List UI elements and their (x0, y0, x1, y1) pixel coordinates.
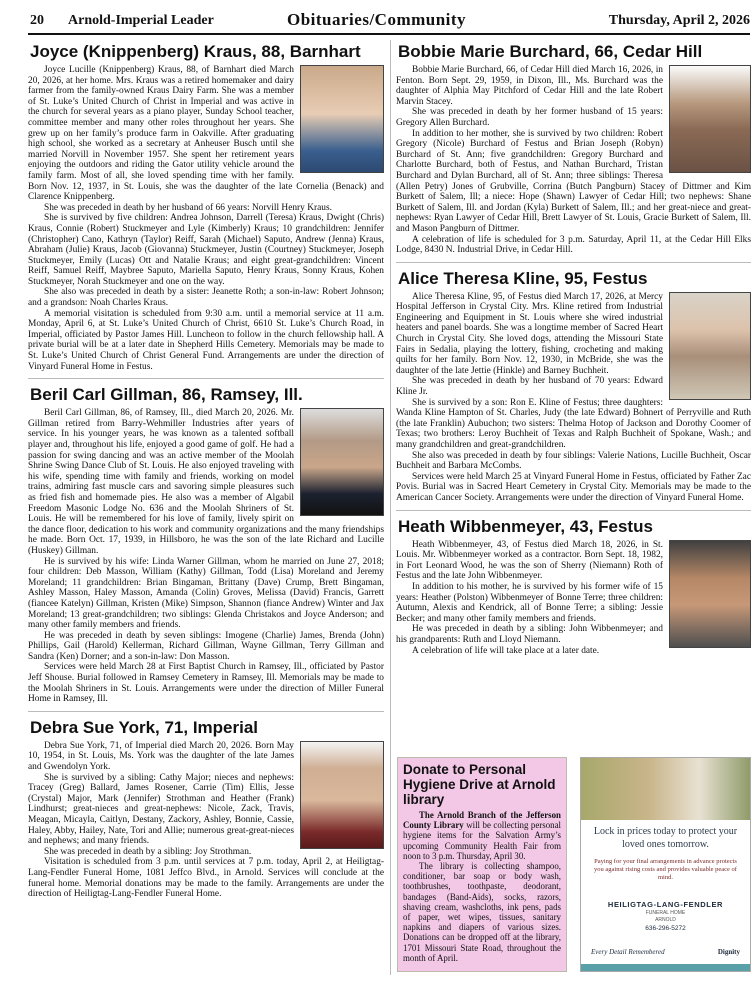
obituary-paragraph: In addition to his mother, he is survived by his former wife of 15 years: Heather (Polston) Wibbenmeyer of Bonne Terre; three children: Autumn, Alexis and Kendrick, all of Bonne Terre; a sibling: Jessie Becker; and many other family members and friends. (396, 581, 663, 624)
obituary-paragraph: Heath Wibbenmeyer, 43, of Festus died March 18, 2026, in St. Louis. Mr. Wibbenmeyer worked as a contractor. Born Sept. 18, 1982, in Fort Leonard Wood, he was the son of Sherry (Niemann) Roth of Festus and the late John Wibbenmeyer. (396, 539, 663, 582)
donate-lead: The Arnold Branch of the Jefferson County Library (403, 810, 561, 831)
obituary-paragraph: Visitation is scheduled from 3 p.m. until services at 7 p.m. today, April 2, at Heiligtag-Lang-Fendler Funeral Home, 1081 Jeffco Blvd., in Arnold. Services will conclude at the funeral home. Memorial donations may be made to the family. Arrangements are under the direction of Heiligtag-Lang-Fendler Funeral Home. (28, 857, 384, 900)
obituary-paragraph: Joyce Lucille (Knippenberg) Kraus, 88, of Barnhart died March 20, 2026, at her home. Mrs. Kraus was a retired homemaker and dairy farmer from the family-owned Kraus Dairy Farm. She was a member of St. Luke’s United Church of Christ in Imperial and was active in the church for several years as a piano player, Sunday School teacher, committee member and many other roles throughout her years. She grew up on her family’s produce farm in Oakville. After graduating high school, she worked as a secretary at Anheuser Busch until she married Norvill in November 1957. She spent her retirement years enjoying the outdoors and riding the Gator utility vehicle around the family farm. Most of all, she loved spending time with her family. Born Nov. 12, 1937, in St. Louis, she was the daughter of the late Cornelia (Benack) and Clarence Knippenberg. (28, 65, 384, 203)
portrait-photo (669, 292, 751, 400)
obituary-paragraph: He was preceded in death by a sibling: John Wibbenmeyer; and his grandparents: Ruth and Lloyd Niemann. (396, 624, 663, 645)
ad-couple-photo (581, 758, 750, 820)
obituary-paragraph: She was preceded in death by her husband of 70 years: Edward Kline Jr. (396, 376, 663, 398)
page-header (0, 0, 756, 34)
header-rule (28, 33, 750, 35)
ad-brand-sub: FUNERAL HOME (645, 910, 686, 916)
obituary-paragraph: Services were held March 25 at Vinyard Funeral Home in Festus, officiated by Father Zac Povis. Burial was in Sacred Heart Cemetery in Crystal City. Memorials may be made to the American Cancer Society. Arrangements were under the direction of Vinyard Funeral Home. (396, 471, 751, 503)
obituary-paragraph: He is survived by his wife: Linda Warner Gillman, whom he married on June 27, 2018; four children: Deb Masson, William (Kathy) Gillman, Todd (Lisa) Moreland and Jeremy Moreland; 11 grandchildren: Brian Bingaman, Brittany (Dave) Crump, Brett Bingaman, Ashley Masson, Haley Masson, Amanda (Colin) Groves, Melissa (David) Francis, Garrett (fiancee Katelyn) Gillman, Kristen (Mike) Simpson, Shannon (fiance Andrew) Winter and Jax Moreland; 13 great-grandchildren; two siblings: Glenda Christakos and Joyce Anderson; and many other family members and friends. (28, 556, 384, 631)
obituary-paragraph: She was preceded in death by her husband of 66 years: Norvill Henry Kraus. (44, 202, 332, 213)
obituary-wibbenmeyer (396, 517, 751, 657)
donate-lead-rest: will be collecting personal hygiene items for the Salvation Army’s upcoming Community Health Fair from noon to 3 p.m. Thursday, April 30. (403, 820, 561, 861)
donate-notice (397, 757, 567, 972)
obituary-gillman (28, 385, 384, 705)
obituary-paragraph: Services were held March 28 at First Baptist Church in Ramsey, Ill., officiated by Pastor Jeff Shouse. Burial followed in Ramsey Cemetery in Ramsey, Ill. Memorials may be made to the Moolah Shriners in St. Louis. Arrangements were under the direction of Miller Funeral Home in Ramsey, Ill. (28, 662, 384, 705)
ad-tagline: Every Detail Remembered (591, 948, 665, 956)
publication-name: Arnold-Imperial Leader (68, 13, 214, 28)
right-column (396, 40, 751, 752)
obituary-burchard (396, 42, 751, 256)
obituary-paragraph: She is survived by a sibling: Cathy Major; nieces and nephews: Tracey (Greg) Ballard, James Rosener, Carrie (Tim) Ellis, Jesse (Crystal) Major, Mark (Jennifer) Strothman and Heather (Frank) Lindhurst; great-nieces and great-nephews: Nicole, Zack, Travis, Meagan, Micayla, Caitlyn, Destany, Zackory, Ashley, Bonnie, Cassie, Haley, Abby, Hailey, Nate, Tori and Allie; numerous great-great-nieces and nephews; and many friends. (28, 772, 294, 847)
obituary-paragraph: He was preceded in death by seven siblings: Imogene (Charlie) James, Brenda (John) Phillips, Gail (Harold) Kellerman, Richard Gillman, Wayne Gillman, Terry Gillman and Sandra (Ken) Dorner; and a son-in-law: Don Masson. (28, 630, 384, 662)
article-separator (396, 510, 751, 511)
donate-title: Donate to Personal Hygiene Drive at Arnold library (403, 762, 556, 807)
article-separator (28, 378, 384, 379)
obituary-headline: Heath Wibbenmeyer, 43, Festus (398, 516, 653, 536)
portrait-photo (300, 741, 384, 849)
portrait-photo (669, 540, 751, 648)
page-number: 20 (30, 13, 44, 28)
obituary-paragraph: Alice Theresa Kline, 95, of Festus died March 17, 2026, at Mercy Hospital Jefferson in Crystal City. Mrs. Kline retired from Industrial Engineering and Equipment in St. Louis where she wired industrial heaters and panel boards. She was a longtime member of Sacred Heart Church in Crystal City. She loved dogs, attending the Missouri State Fairs in Sedalia, playing the lottery, fishing, crocheting and making quilts for her family. Born Nov. 12, 1930, in McBride, she was the daughter of the late Jettie (Hinkle) and Barney Buchheit. (396, 291, 663, 376)
obituary-kraus (28, 42, 384, 372)
ad-headline: Lock in prices today to protect your loved ones tomorrow. (593, 826, 738, 850)
obituary-paragraph: She is survived by a son: Ron E. Kline of Festus; three daughters: Wanda Kline Hampton of St. Charles, Judy (the late Edward) Bohnert of Perryville and Ruth (the late Franklin) Aubuchon; two sisters: Thelma Hotop of Jackson and Dorothy Coomer of Texas; two brothers: Leroy Buchheit of Texas and Ralph Buchheit of Spokane, Wash.; and many grandchildren and great-grandchildren. (396, 397, 751, 450)
obituary-headline: Debra Sue York, 71, Imperial (30, 717, 259, 737)
obituary-headline: Bobbie Marie Burchard, 66, Cedar Hill (398, 42, 703, 61)
column-divider (390, 40, 391, 975)
obituary-york (28, 718, 384, 900)
funeral-home-ad (580, 757, 751, 972)
obituary-paragraph: She was preceded in death by her former husband of 15 years: Gregory Allen Burchard. (396, 107, 663, 128)
left-column (28, 40, 384, 980)
ad-logo (581, 900, 750, 932)
obituary-paragraph: Debra Sue York, 71, of Imperial died March 20, 2026. Born May 10, 1954, in St. Louis, Ms. York was the daughter of the late James and Gwendolyn York. (28, 740, 294, 773)
ad-phone: 636-296-5272 (645, 925, 686, 932)
obituary-paragraph: She is survived by five children: Andrea Johnson, Darrell (Teresa) Kraus, Dwight (Chris) Kraus, Connie (Robert) Stuckmeyer and Lyle (Kimberly) Kraus; 10 grandchildren: Jennifer (Christopher) Cano, Kathryn (Taylor) Reiff, Sarah (Michael) Saputo, Andrew (Jenna) Kraus, Abraham (Julie) Kraus, Jacob (Giovanna) Stuckmeyer, Justin (Courtney) Stuckmeyer, Joseph Stuckmeyer, Emily (Lucas) Ott and Natalie Kraus; and eight great-grandchildren: Vincent Reiff, Samuel Reiff, Maybree Saputo, Mariella Saputo, Henry Kraus, Sonny Kraus, Kohen Stuckmeyer, Norah Stuckmeyer and one on the way. (28, 213, 384, 287)
obituary-headline: Alice Theresa Kline, 95, Festus (398, 268, 648, 288)
ad-brand: HEILIGTAG-LANG-FENDLER (607, 900, 724, 909)
donate-paragraph (403, 810, 561, 861)
obituary-paragraph: In addition to her mother, she is survived by two children: Robert Gregory (Nicole) Burchard of Festus and Brian Joseph (Robyn) Burchard of St. Ann; five grandchildren: Gregory Burchard and Charlotte Burchard, both of Festus, and Nathan Burchard, Tristan Burchard and Dylan Burchard, all of St. Ann; three siblings: Theresa (Allen Petry) Jones of Grubville, Corrina (Butch Pangburn) Stacey of Dittmer and Kim Burkett of Salem, Ill; a niece: Hope (Shawn) Lawyer of Cedar Hill; two nephews: Shane Burkett of Salem, Ill. and Jordan (Kyla) Burkett of Salem, Ill.; and her great-niece and great-nephews: Ryan Lawyer of Cedar Hill, Brett Lawyer of St. Louis, Gracie Burkett of Salem, Ill. and Mason Pangburn of Dittmer. (396, 128, 751, 234)
ad-accent-bar (581, 964, 750, 971)
obituary-paragraph: A celebration of life will take place at a later date. (412, 645, 600, 656)
portrait-photo (300, 408, 384, 516)
section-title: Obituaries/Community (287, 10, 467, 29)
obituary-headline: Joyce (Knippenberg) Kraus, 88, Barnhart (30, 42, 361, 61)
portrait-photo (300, 65, 384, 173)
obituary-headline: Beril Carl Gillman, 86, Ramsey, Ill. (30, 385, 303, 405)
portrait-photo (669, 65, 751, 173)
obituary-paragraph: A memorial visitation is scheduled from 9:30 a.m. until a memorial service at 11 a.m. Monday, April 6, at St. Luke’s United Church of Christ, 6610 St. Luke’s Church Road, in Imperial, officiated by Pastor James Hill. Luncheon to follow in the church fellowship hall. A private burial will be at a later date in Shepherd Hills Cemetery. Memorials may be made to St. Luke’s United Church of Christ General Fund. Arrangements are under the direction of Vinyard Funeral Home in Festus. (28, 308, 384, 372)
obituary-paragraph: She also was preceded in death by a sister: Jeanette Roth; a son-in-law: Robert Johnson; and a grandson: Noah Charles Kraus. (28, 287, 384, 309)
ad-partner: Dignity (717, 948, 740, 956)
ad-brand-city: ARNOLD (655, 917, 676, 923)
ad-subtext: Paying for your final arrangements in advance protects you against rising costs and provides valuable peace of mind. (594, 858, 737, 881)
obituary-paragraph: She was preceded in death by a sibling: Joy Strothman. (44, 846, 252, 857)
obituary-kline (396, 269, 751, 504)
obituary-paragraph: A celebration of life is scheduled for 3 p.m. Saturday, April 11, at the Cedar Hill Elks Lodge, 8430 N. Industrial Drive, in Cedar Hill. (396, 234, 751, 256)
obituary-paragraph: Bobbie Marie Burchard, 66, of Cedar Hill died March 16, 2026, in Fenton. Born Sept. 29, 1959, in Dixon, Ill., Ms. Burchard was the daughter of Alphia May Pitchford of Cedar Hill and the late Robert Marvin Stacey. (396, 65, 663, 107)
issue-date: Thursday, April 2, 2026 (608, 13, 750, 28)
obituary-paragraph: She also was preceded in death by four siblings: Valerie Nations, Lucille Buchheit, Oscar Buchheit and Barbara McCombs. (396, 450, 751, 472)
obituary-paragraph: Beril Carl Gillman, 86, of Ramsey, Ill., died March 20, 2026. Mr. Gillman retired from Barry-Wehmiller Industries after years of service. In his younger years, he was known as a talented softball player and, throughout his life, enjoyed a good game of golf. He had a passion for swing dancing and was an active member of the Moolah Shrine Swing Dance Club of St. Louis. He also enjoyed traveling with his wife, spending time with family and friends, working on model trains, admiring fast muscle cars and savoring simple pleasures such as fried fish and homemade pies. He also was a member of Algabil Freedom Masonic Lodge No. 636 and the Moolah Shriners of St. Louis. He will be remembered for his love of family, lively spirit on the dance floor, dedication to his work and community organizations and the many friendships he made. Born Oct. 17, 1939, in Hillsboro, he was the son of the late Richard and Lucille (Huskey) Gillman. (28, 408, 384, 556)
article-separator (28, 711, 384, 712)
article-separator (396, 262, 751, 263)
donate-paragraph: The library is collecting shampoo, conditioner, bar soap or body wash, toothbrushes, toothpaste, deodorant, bandages (Band-Aids), socks, razors, shaving cream, washcloths, ink pens, pads of paper, wet wipes, tissues, sanitary napkins and diapers of various sizes. Donations can be dropped off at the library, 1701 Missouri State Road, throughout the month of April. (403, 861, 561, 963)
